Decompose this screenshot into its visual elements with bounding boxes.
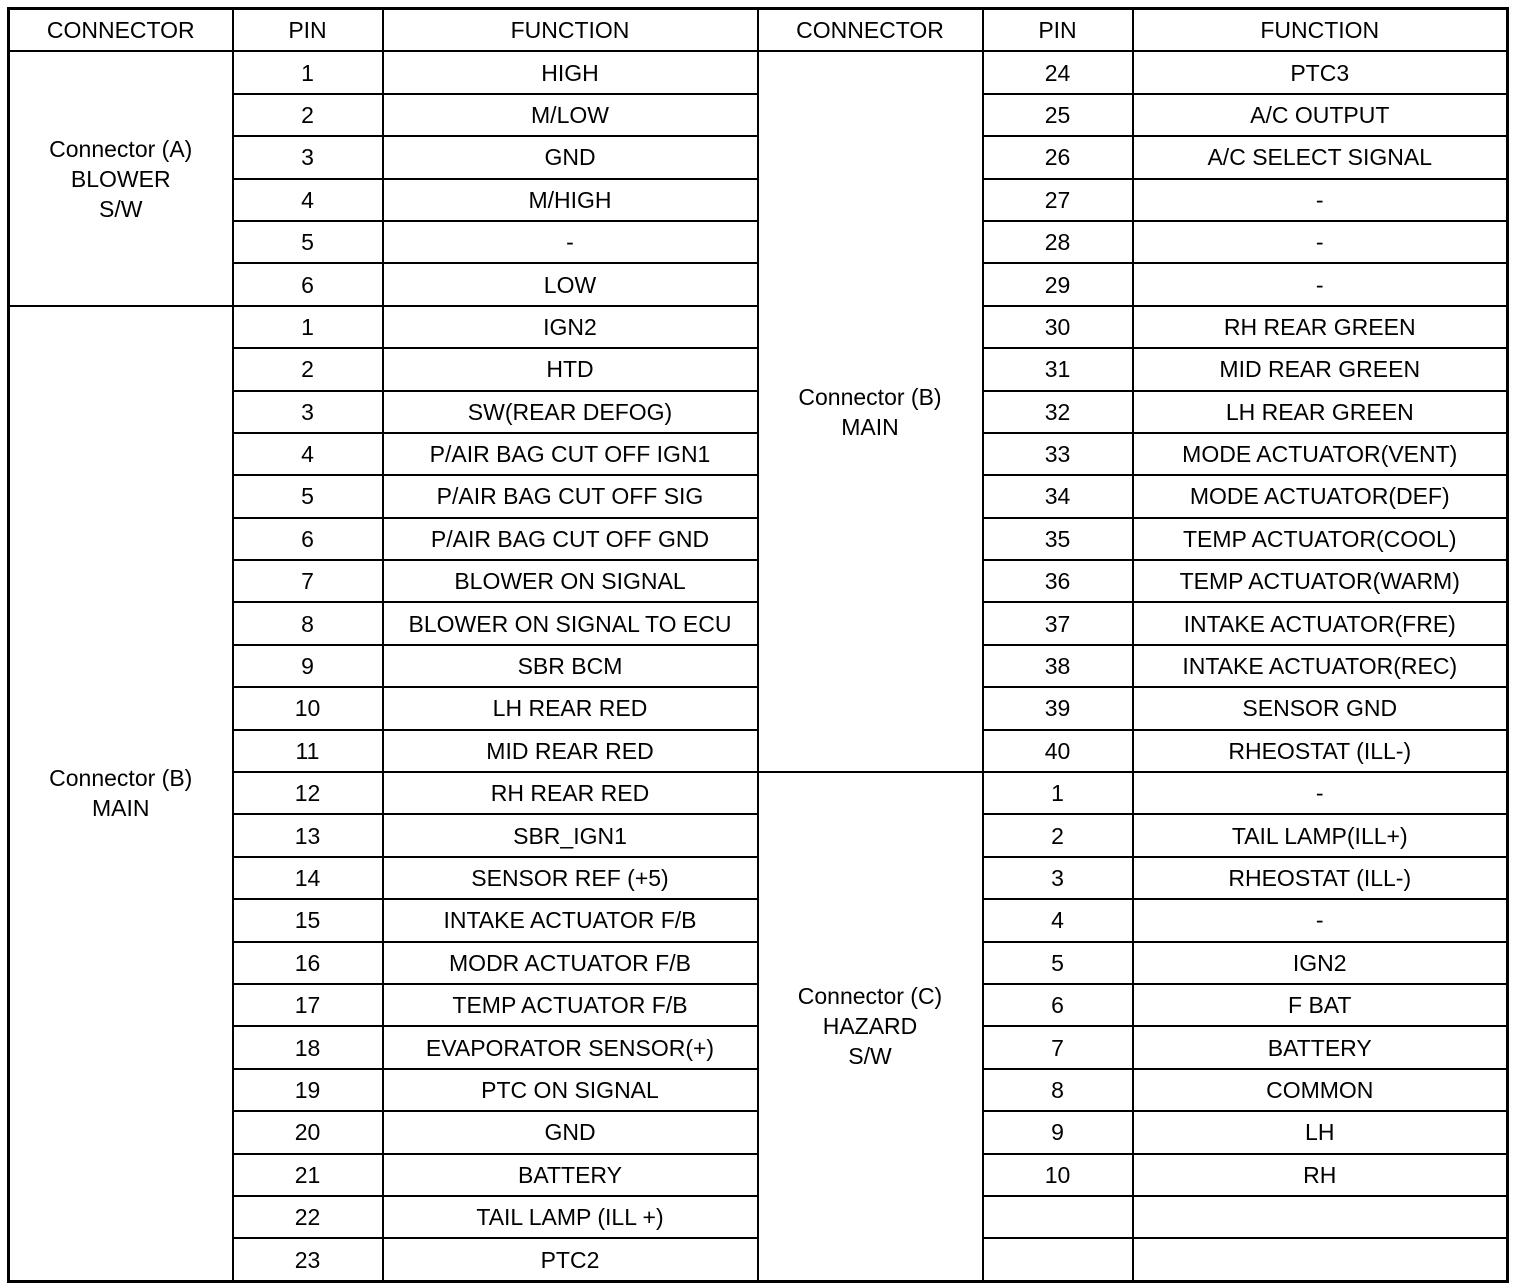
pin-cell-right: 1 (983, 772, 1133, 814)
pin-cell-right: 4 (983, 899, 1133, 941)
pin-cell-right (983, 1238, 1133, 1281)
function-cell-left: MODR ACTUATOR F/B (383, 942, 758, 984)
pin-cell-left: 11 (233, 730, 383, 772)
function-cell-left: BLOWER ON SIGNAL (383, 560, 758, 602)
connector-label-left: Connector (A) BLOWER S/W (9, 51, 233, 305)
function-cell-left: GND (383, 1111, 758, 1153)
pin-cell-right: 26 (983, 136, 1133, 178)
pin-cell-right: 7 (983, 1026, 1133, 1068)
function-cell-right: IGN2 (1133, 942, 1508, 984)
function-cell-right: LH (1133, 1111, 1508, 1153)
pin-cell-right: 28 (983, 221, 1133, 263)
function-cell-right: F BAT (1133, 984, 1508, 1026)
function-cell-right: - (1133, 221, 1508, 263)
function-cell-right: - (1133, 263, 1508, 305)
function-cell-right: TEMP ACTUATOR(WARM) (1133, 560, 1508, 602)
function-cell-right: RHEOSTAT (ILL-) (1133, 730, 1508, 772)
function-cell-left: SBR_IGN1 (383, 814, 758, 856)
function-cell-left: EVAPORATOR SENSOR(+) (383, 1026, 758, 1068)
function-cell-right: INTAKE ACTUATOR(REC) (1133, 645, 1508, 687)
function-cell-right: MID REAR GREEN (1133, 348, 1508, 390)
pin-cell-left: 4 (233, 179, 383, 221)
function-cell-left: HIGH (383, 51, 758, 93)
function-cell-left: P/AIR BAG CUT OFF IGN1 (383, 433, 758, 475)
pin-cell-left: 17 (233, 984, 383, 1026)
function-cell-left: PTC ON SIGNAL (383, 1069, 758, 1111)
pin-cell-right: 39 (983, 687, 1133, 729)
pin-cell-left: 18 (233, 1026, 383, 1068)
pin-cell-left: 20 (233, 1111, 383, 1153)
function-cell-right: COMMON (1133, 1069, 1508, 1111)
pin-cell-right: 24 (983, 51, 1133, 93)
connector-label-right: Connector (C) HAZARD S/W (758, 772, 983, 1281)
function-cell-left: INTAKE ACTUATOR F/B (383, 899, 758, 941)
function-cell-left: HTD (383, 348, 758, 390)
function-cell-right: A/C SELECT SIGNAL (1133, 136, 1508, 178)
pin-cell-left: 21 (233, 1154, 383, 1196)
pin-cell-right: 5 (983, 942, 1133, 984)
pin-cell-left: 1 (233, 51, 383, 93)
pin-cell-left: 10 (233, 687, 383, 729)
header-function-right: FUNCTION (1133, 9, 1508, 52)
function-cell-right: PTC3 (1133, 51, 1508, 93)
pin-cell-right: 31 (983, 348, 1133, 390)
pin-cell-left: 22 (233, 1196, 383, 1238)
function-cell-left: GND (383, 136, 758, 178)
function-cell-left: BLOWER ON SIGNAL TO ECU (383, 602, 758, 644)
header-row (9, 9, 1508, 52)
pin-cell-left: 8 (233, 602, 383, 644)
pin-cell-right: 27 (983, 179, 1133, 221)
pin-cell-left: 16 (233, 942, 383, 984)
pin-cell-left: 13 (233, 814, 383, 856)
function-cell-left: PTC2 (383, 1238, 758, 1281)
pin-cell-left: 15 (233, 899, 383, 941)
pin-cell-left: 2 (233, 94, 383, 136)
pin-cell-right: 29 (983, 263, 1133, 305)
pin-cell-left: 3 (233, 136, 383, 178)
function-cell-right: - (1133, 772, 1508, 814)
function-cell-right: TAIL LAMP(ILL+) (1133, 814, 1508, 856)
pin-cell-left: 5 (233, 475, 383, 517)
function-cell-right: - (1133, 179, 1508, 221)
pin-cell-right: 9 (983, 1111, 1133, 1153)
function-cell-left: IGN2 (383, 306, 758, 348)
pin-cell-left: 2 (233, 348, 383, 390)
pin-cell-right: 40 (983, 730, 1133, 772)
table-body (9, 51, 1508, 1281)
pin-cell-left: 9 (233, 645, 383, 687)
function-cell-right: RH (1133, 1154, 1508, 1196)
pin-cell-left: 5 (233, 221, 383, 263)
function-cell-left: MID REAR RED (383, 730, 758, 772)
pin-cell-right: 8 (983, 1069, 1133, 1111)
function-cell-left: TAIL LAMP (ILL +) (383, 1196, 758, 1238)
function-cell-left: SW(REAR DEFOG) (383, 391, 758, 433)
header-connector-left: CONNECTOR (9, 9, 233, 52)
function-cell-left: LH REAR RED (383, 687, 758, 729)
function-cell-left: BATTERY (383, 1154, 758, 1196)
pin-cell-right: 25 (983, 94, 1133, 136)
function-cell-right (1133, 1196, 1508, 1238)
pin-cell-right: 2 (983, 814, 1133, 856)
pin-cell-right: 37 (983, 602, 1133, 644)
function-cell-left: - (383, 221, 758, 263)
function-cell-right: MODE ACTUATOR(VENT) (1133, 433, 1508, 475)
function-cell-right (1133, 1238, 1508, 1281)
pin-cell-right: 33 (983, 433, 1133, 475)
pin-cell-left: 7 (233, 560, 383, 602)
function-cell-right: RHEOSTAT (ILL-) (1133, 857, 1508, 899)
function-cell-right: RH REAR GREEN (1133, 306, 1508, 348)
function-cell-left: P/AIR BAG CUT OFF SIG (383, 475, 758, 517)
pin-cell-left: 12 (233, 772, 383, 814)
function-cell-right: A/C OUTPUT (1133, 94, 1508, 136)
pin-cell-right: 35 (983, 518, 1133, 560)
header-function-left: FUNCTION (383, 9, 758, 52)
pin-cell-right: 32 (983, 391, 1133, 433)
pin-cell-right: 3 (983, 857, 1133, 899)
table-row (9, 772, 1508, 814)
table-row (9, 51, 1508, 93)
connector-pin-table (7, 7, 1509, 1283)
pin-cell-right (983, 1196, 1133, 1238)
function-cell-left: M/LOW (383, 94, 758, 136)
pin-cell-right: 6 (983, 984, 1133, 1026)
pin-cell-left: 14 (233, 857, 383, 899)
pin-cell-right: 36 (983, 560, 1133, 602)
pin-cell-left: 3 (233, 391, 383, 433)
pin-cell-right: 30 (983, 306, 1133, 348)
header-pin-right: PIN (983, 9, 1133, 52)
connector-label-left: Connector (B) MAIN (9, 306, 233, 1281)
pin-cell-left: 4 (233, 433, 383, 475)
function-cell-right: LH REAR GREEN (1133, 391, 1508, 433)
pin-cell-right: 38 (983, 645, 1133, 687)
function-cell-right: SENSOR GND (1133, 687, 1508, 729)
pin-cell-right: 10 (983, 1154, 1133, 1196)
function-cell-left: TEMP ACTUATOR F/B (383, 984, 758, 1026)
pin-cell-left: 23 (233, 1238, 383, 1281)
pin-cell-left: 19 (233, 1069, 383, 1111)
function-cell-right: BATTERY (1133, 1026, 1508, 1068)
function-cell-left: P/AIR BAG CUT OFF GND (383, 518, 758, 560)
function-cell-left: RH REAR RED (383, 772, 758, 814)
function-cell-right: - (1133, 899, 1508, 941)
function-cell-right: TEMP ACTUATOR(COOL) (1133, 518, 1508, 560)
function-cell-right: MODE ACTUATOR(DEF) (1133, 475, 1508, 517)
function-cell-left: SBR BCM (383, 645, 758, 687)
connector-label-right: Connector (B) MAIN (758, 51, 983, 772)
function-cell-left: M/HIGH (383, 179, 758, 221)
pin-cell-left: 1 (233, 306, 383, 348)
function-cell-left: SENSOR REF (+5) (383, 857, 758, 899)
pin-cell-right: 34 (983, 475, 1133, 517)
header-pin-left: PIN (233, 9, 383, 52)
function-cell-left: LOW (383, 263, 758, 305)
header-connector-right: CONNECTOR (758, 9, 983, 52)
pin-cell-left: 6 (233, 263, 383, 305)
function-cell-right: INTAKE ACTUATOR(FRE) (1133, 602, 1508, 644)
pin-cell-left: 6 (233, 518, 383, 560)
